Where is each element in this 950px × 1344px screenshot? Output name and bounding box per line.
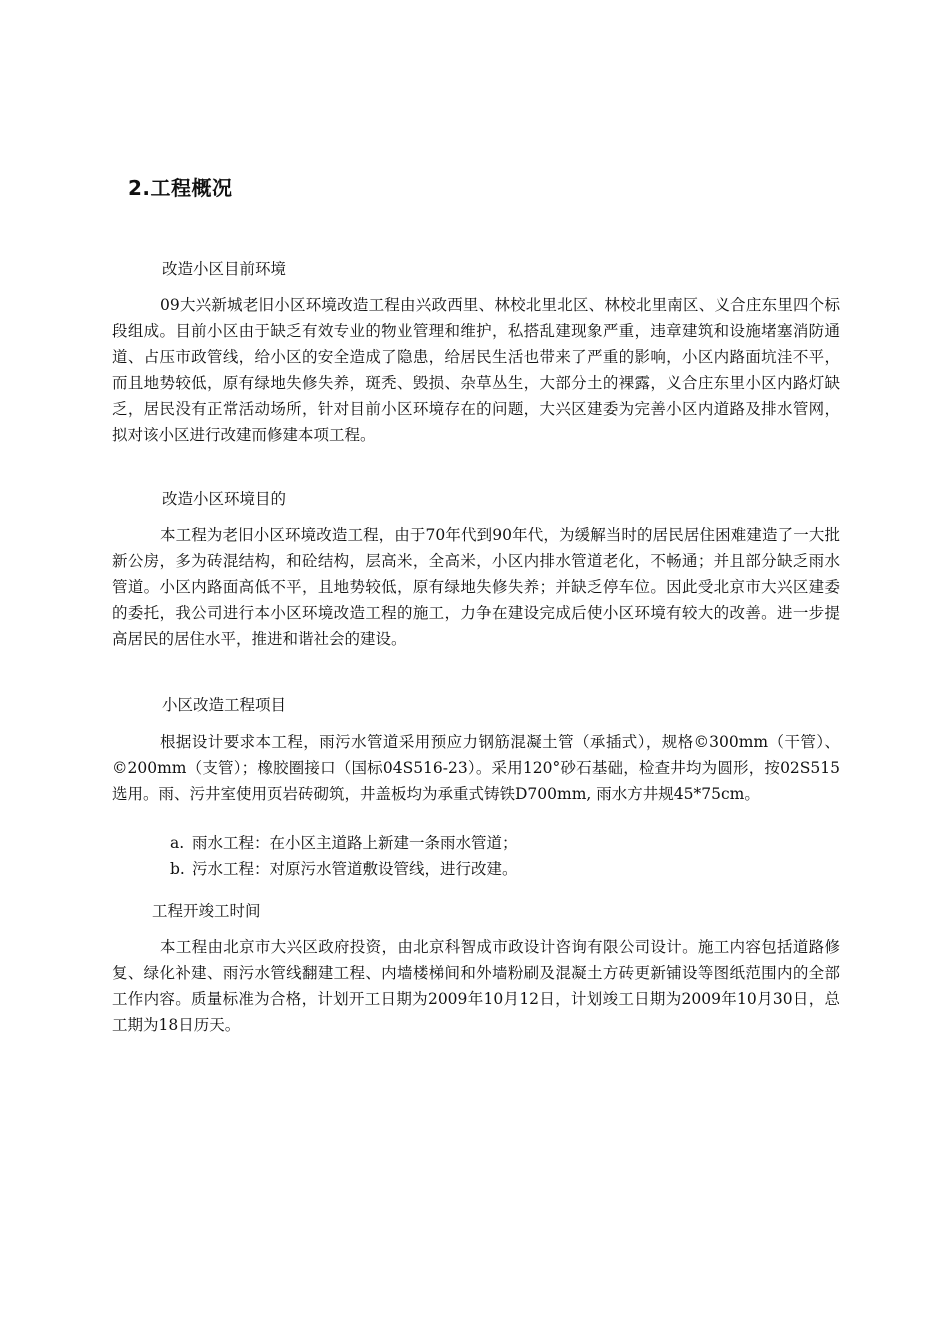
paragraph-project-items: 根据设计要求本工程，雨污水管道采用预应力钢筋混凝土管（承插式），规格©300mm（干管）、©200mm（支管）；橡胶圈接口（国标04S516-23）。采用120°砂石基础，检查井均为圆形，按02S515选用。雨、污井室使用页岩砖砌筑，井盖板均为承重式铸铁D700mm, 雨水方井规45*75cm。 bbox=[112, 733, 840, 803]
subheading-purpose: 改造小区环境目的 bbox=[162, 490, 287, 508]
section-heading: 2.工程概况 bbox=[128, 176, 233, 200]
list-item bbox=[170, 830, 518, 856]
subheading-project-items: 小区改造工程项目 bbox=[162, 696, 287, 714]
subheading-current-environment: 改造小区目前环境 bbox=[162, 260, 287, 278]
paragraph-current-environment: 09大兴新城老旧小区环境改造工程由兴政西里、林校北里北区、林校北里南区、义合庄东里四个标段组成。目前小区由于缺乏有效专业的物业管理和维护，私搭乱建现象严重，违章建筑和设施堵塞消防通道、占压市政管线，给小区的安全造成了隐患，给居民生活也带来了严重的影响，小区内路面坑洼不平，而且地势较低，原有绿地失修失养，斑秃、毁损、杂草丛生，大部分土的裸露，义合庄东里小区内路灯缺乏，居民没有正常活动场所，针对目前小区环境存在的问题，大兴区建委为完善小区内道路及排水管网，拟对该小区进行改建而修建本项工程。 bbox=[112, 296, 840, 444]
paragraph-schedule: 本工程由北京市大兴区政府投资，由北京科智成市政设计咨询有限公司设计。施工内容包括道路修复、绿化补建、雨污水管线翻建工程、内墙楼梯间和外墙粉刷及混凝土方砖更新铺设等图纸范围内的全部工作内容。质量标准为合格，计划开工日期为2009年10月12日，计划竣工日期为2009年10月30日，总工期为18日历天。 bbox=[112, 938, 840, 1034]
paragraph-purpose: 本工程为老旧小区环境改造工程，由于70年代到90年代，为缓解当时的居民居住困难建造了一大批新公房，多为砖混结构，和砼结构，层高米，全高米，小区内排水管道老化，不畅通；并且部分缺乏雨水管道。小区内路面高低不平，且地势较低，原有绿地失修失养；并缺乏停车位。因此受北京市大兴区建委的委托，我公司进行本小区环境改造工程的施工，力争在建设完成后使小区环境有较大的改善。进一步提高居民的居住水平，推进和谐社会的建设。 bbox=[112, 526, 840, 648]
list-marker: b. bbox=[170, 860, 185, 878]
list-marker: a. bbox=[170, 834, 185, 852]
subheading-schedule: 工程开竣工时间 bbox=[152, 902, 261, 920]
list-item-text: 雨水工程：在小区主道路上新建一条雨水管道； bbox=[192, 834, 518, 852]
list-item bbox=[170, 856, 518, 882]
list-item-text: 污水工程：对原污水管道敷设管线，进行改建。 bbox=[192, 860, 518, 878]
